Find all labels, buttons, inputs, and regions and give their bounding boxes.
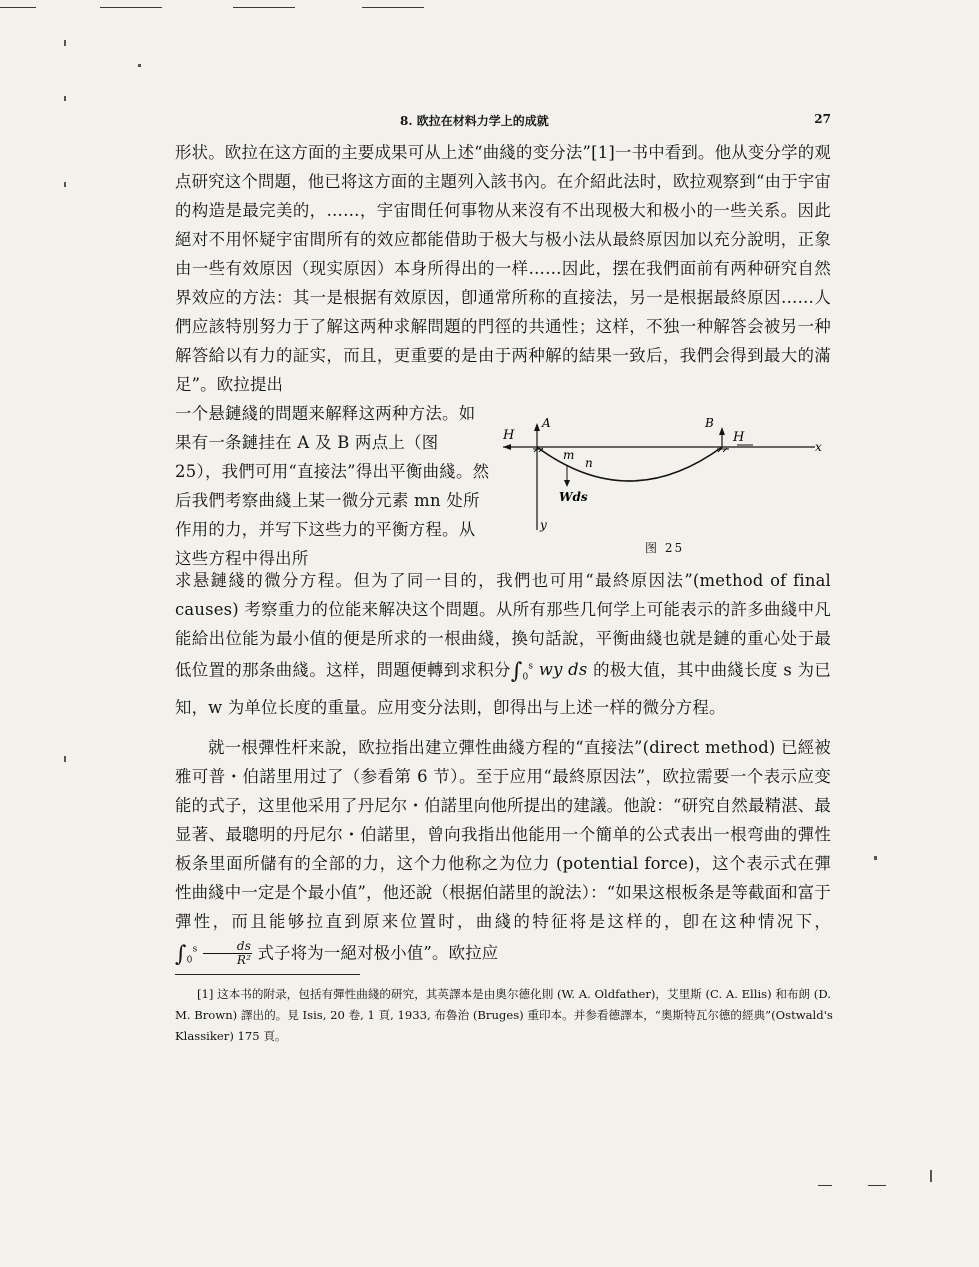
paragraph-2 [175, 566, 831, 722]
scan-speck [138, 64, 141, 67]
catenary-diagram [497, 405, 837, 560]
scan-speck [64, 756, 66, 762]
label-wds: Wds [559, 490, 588, 504]
integral-formula [510, 659, 593, 685]
scan-speck [64, 182, 66, 187]
paragraph-wrap-figure: 一个悬鏈綫的問題来解释这两种方法。如果有一条鏈挂在 A 及 B 两点上（图 25），我們可用“直接法”得出平衡曲綫。然后我們考察曲綫上某一微分元素 mn 处所作用的力，并写下这些力的平衡方程。从这些方程中得出所 [175, 404, 490, 568]
scan-speck [930, 1170, 932, 1182]
fraction-denominator: R² [236, 953, 252, 968]
fraction [203, 940, 252, 967]
label-m: m [563, 448, 575, 462]
scan-edge-line [362, 7, 424, 8]
fraction-numerator: ds [203, 940, 252, 954]
label-h-right: H [733, 430, 745, 445]
label-a: A [542, 416, 551, 430]
integrand: wy ds [538, 660, 588, 680]
label-h-left: H [503, 428, 515, 443]
catenary-figure [497, 405, 837, 560]
integral-lower-limit: 0 [522, 672, 529, 683]
footnote: [1] 这本书的附录，包括有彈性曲綫的研究，其英譯本是由奧尔德化則 (W. A. Oldfather)，艾里斯 (C. A. Ellis) 和布朗 (D. M. Brown) 譯出的。見 Isis, 20 卷, 1 頁, 1933, 布魯治 (Bruges) 重印本。并参看德譯本，“奧斯特瓦尔德的經典”(Ostwald's Klassiker) 175 頁。 [175, 987, 833, 1043]
figure-caption: 图 25 [645, 541, 685, 555]
scan-edge-line [818, 1185, 832, 1186]
paragraph-3-text-after: 式子将为一絕对极小值”。欧拉应 [257, 943, 499, 963]
integral-upper-limit: s [528, 662, 534, 672]
paragraph-3 [175, 733, 831, 976]
integral-sign: ∫ [175, 942, 187, 968]
strain-energy-formula [175, 939, 258, 968]
label-b: B [705, 416, 714, 430]
paragraph-2-text: 求悬鏈綫的微分方程。但为了同一目的，我們也可用“最終原因法”(method of final causes) 考察重力的位能来解决这个問題。从所有那些几何学上可能表示的許多曲綫中凡能給出位能为最小值的便是所求的一根曲綫，換句話說，平衡曲綫也就是鏈的重心处于最低位置的那条曲綫。这样，問題便轉到求积分 [175, 571, 831, 680]
paragraph-2-text-after: 的极大值，其中曲綫长度 s 为已知，w 为单位长度的重量。应用变分法則，卽得出与上述一样的微分方程。 [175, 660, 832, 717]
label-y: y [540, 518, 547, 532]
integral-upper-limit: s [192, 945, 198, 955]
scan-edge-line [233, 7, 295, 8]
scan-speck [64, 40, 66, 46]
label-x: x [815, 440, 822, 454]
scan-speck [64, 96, 66, 101]
section-title: 8. 欧拉在材料力学上的成就 [400, 114, 549, 128]
integral-lower-limit: 0 [186, 955, 193, 966]
paragraph-1: 形状。欧拉在这方面的主要成果可从上述“曲綫的变分法”[1]一书中看到。他从变分学的观点研究这个問題，他已将这方面的主題列入該书內。在介紹此法时，欧拉观察到“由于宇宙的构造是最完美的，……，宇宙間任何事物从来沒有不出现极大和极小的一些关系。因此絕对不用怀疑宇宙間所有的效应都能借助于极大与极小法从最終原因加以充分說明，正象由一些有效原因（现实原因）本身所得出的一样……因此，摆在我們面前有两种研究自然界效应的方法：其一是根据有效原因，卽通常所称的直接法，另一是根据最終原因……人們应該特別努力于了解这两种求解問題的門徑的共通性；这样，不独一种解答会被另一种解答給以有力的証实，而且，更重要的是由于两种解的結果一致后，我們会得到最大的滿足”。欧拉提出 [175, 143, 831, 394]
scan-speck [874, 856, 877, 860]
scan-edge-line [0, 7, 36, 8]
paragraph-3-text: 就一根彈性杆来說，欧拉指出建立彈性曲綫方程的“直接法”(direct method) 已經被雅可普・伯諾里用过了（参看第 6 节）。至于应用“最終原因法”，欧拉需要一个表示应变能的式子，这里他采用了丹尼尔・伯諾里向他所提出的建議。他說：“研究自然最精湛、最显著、最聰明的丹尼尔・伯諾里，曾向我指出他能用一个簡单的公式表出一根弯曲的彈性板条里面所儲有的全部的力，这个力他称之为位力 (potential force)，这个表示式在彈性曲綫中一定是个最小值”，他还說（根据伯諾里的說法）：“如果这根板条是等截面和富于彈性，而且能够拉直到原来位置时，曲綫的特征将是这样的，卽在这种情况下， [175, 738, 831, 931]
integral-sign: ∫ [510, 659, 523, 685]
footnote-rule [175, 974, 360, 975]
wds-arrow-head [564, 480, 570, 487]
running-header [175, 112, 831, 130]
support-a-arrow [534, 423, 540, 431]
scan-edge-line [100, 7, 162, 8]
h-left-arrow [503, 444, 511, 450]
label-n: n [585, 456, 593, 470]
page-number: 27 [814, 112, 831, 126]
scan-edge-line [868, 1185, 886, 1186]
support-b-arrow [719, 427, 725, 435]
